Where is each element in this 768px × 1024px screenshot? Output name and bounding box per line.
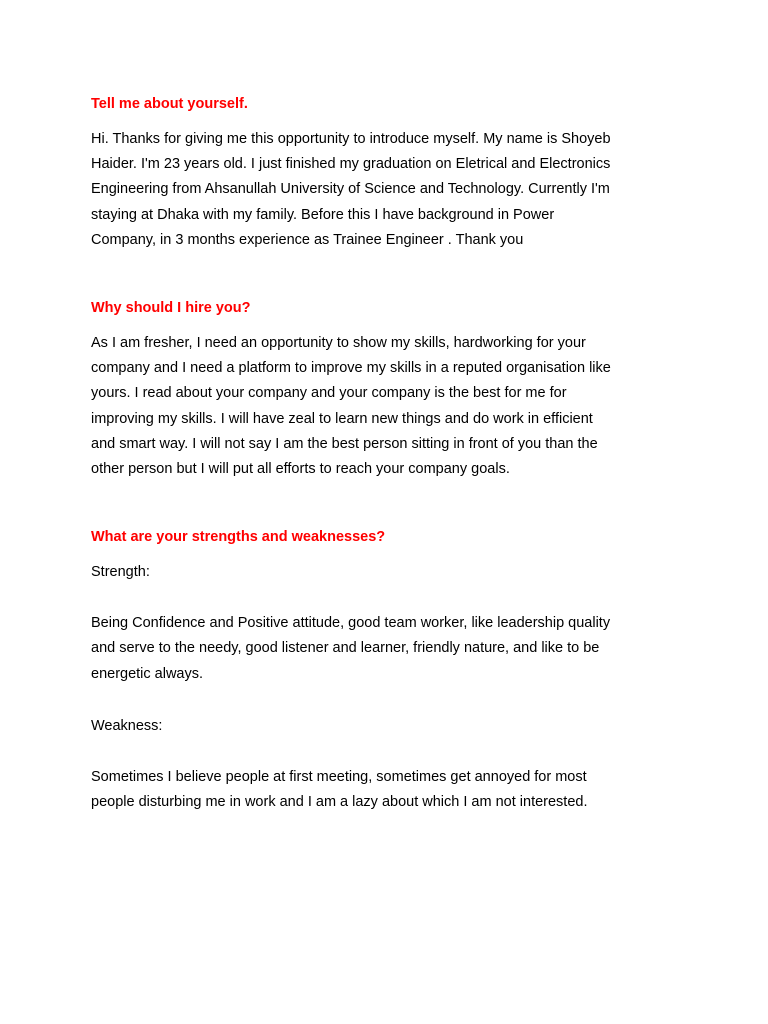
answer-line: Hi. Thanks for giving me this opportunity to introduce myself. My name is Shoyeb: [91, 131, 611, 147]
answer-line: company and I need a platform to improve my skills in a reputed organisation like: [91, 360, 611, 377]
strength-paragraph: [91, 611, 691, 687]
weakness-label: Weakness:: [91, 717, 163, 734]
answer-line: Engineering from Ahsanullah University of Science and Technology. Currently I'm: [91, 181, 610, 198]
answer-line: people disturbing me in work and I am a lazy about which I am not interested.: [91, 794, 588, 811]
answer-line: Sometimes I believe people at first meeting, sometimes get annoyed for most: [91, 768, 587, 785]
answer-line: Company, in 3 months experience as Trainee Engineer . Thank you: [91, 231, 524, 248]
question-heading: Tell me about yourself.: [91, 96, 248, 112]
answer-line: Being Confidence and Positive attitude, good team worker, like leadership quality: [91, 615, 611, 632]
answer-line: improving my skills. I will have zeal to learn new things and do work in efficient: [91, 410, 593, 427]
answer-line: Haider. I'm 23 years old. I just finished my graduation on Eletrical and Electronics: [91, 156, 611, 173]
answer-line: and serve to the needy, good listener and learner, friendly nature, and like to be: [91, 640, 600, 657]
answer-paragraph: [91, 127, 691, 253]
answer-line: staying at Dhaka with my family. Before this I have background in Power: [91, 206, 555, 223]
document-page: [91, 92, 691, 815]
answer-line: As I am fresher, I need an opportunity to show my skills, hardworking for your: [91, 335, 586, 352]
answer-line: and smart way. I will not say I am the best person sitting in front of you than the: [91, 435, 598, 452]
strength-label: Strength:: [91, 564, 150, 581]
question-heading: What are your strengths and weaknesses?: [91, 529, 386, 546]
answer-line: yours. I read about your company and your company is the best for me for: [91, 385, 567, 402]
weakness-paragraph: [91, 765, 691, 815]
answer-line: energetic always.: [91, 665, 204, 682]
answer-line: other person but I will put all efforts to reach your company goals.: [91, 461, 510, 478]
answer-paragraph: [91, 331, 691, 482]
question-heading: Why should I hire you?: [91, 300, 251, 317]
